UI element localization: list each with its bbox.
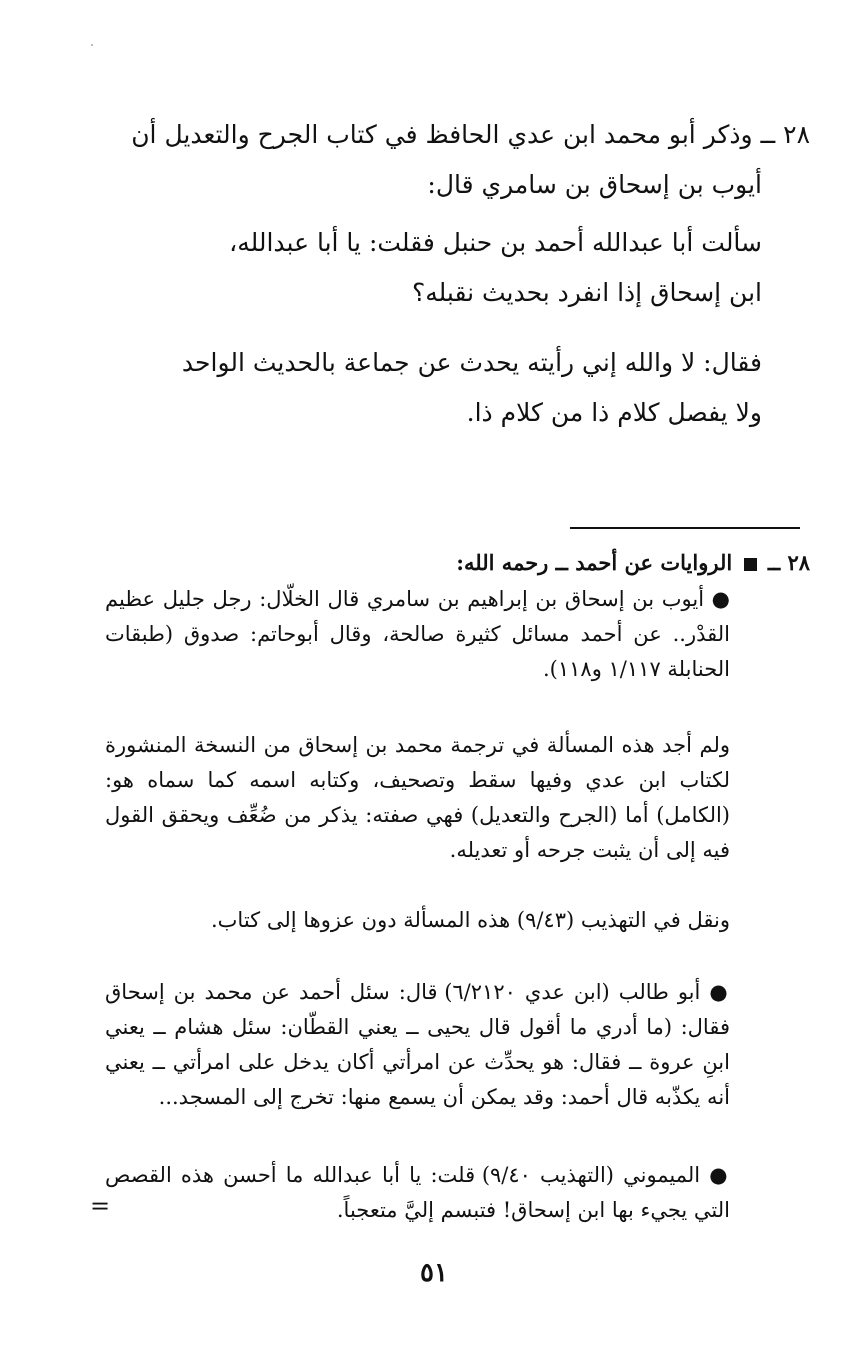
footnote-heading: [105, 545, 810, 580]
main-line: أيوب بن إسحاق بن سامري قال:: [427, 170, 762, 199]
main-line: فقال: لا والله إني رأيته يحدث عن جماعة بالحديث الواحد: [181, 348, 762, 377]
main-paragraph-1: [105, 110, 810, 210]
main-line: ابن إسحاق إذا انفرد بحديث نقبله؟: [411, 278, 762, 307]
square-bullet-icon: [744, 558, 757, 571]
main-line: ٢٨ ــ وذكر أبو محمد ابن عدي الحافظ في كتاب الجرح والتعديل أن: [131, 120, 810, 149]
footnote-entry-2: ولم أجد هذه المسألة في ترجمة محمد بن إسحاق من النسخة المنشورة لكتاب ابن عدي وفيها سقط وتصحيف، وكتابه اسمه كما سماه هو: (الكامل) أما (الجرح والتعديل) فهي صفته: يذكر من ضُعِّف ويحقق القول فيه إلى أن يثبت جرحه أو تعديله.: [105, 733, 730, 862]
main-paragraph-3: [105, 338, 810, 438]
footnote-entry-1: ● أيوب بن إسحاق بن إبراهيم بن سامري قال الخلّال: رجل جليل عظيم القدْر.. عن أحمد مسائل كثيرة صالحة، وقال أبوحاتم: صدوق (طبقات الحنابلة ١/١١٧ و١١٨).: [105, 587, 730, 681]
speck: [91, 44, 93, 46]
main-paragraph-2: [105, 218, 810, 318]
footnote-separator: [570, 527, 800, 529]
continuation-mark: =: [90, 1192, 111, 1220]
main-line: ولا يفصل كلام ذا من كلام ذا.: [466, 398, 762, 427]
footnote-number: ٢٨ ــ: [767, 550, 810, 575]
main-line: سألت أبا عبدالله أحمد بن حنبل فقلت: يا أبا عبدالله،: [229, 228, 762, 257]
footnote-entry-5: ● الميموني (التهذيب ٩/٤٠) قلت: يا أبا عبدالله ما أحسن هذه القصص التي يجيء بها ابن إسحاق! فتبسم إليَّ متعجباً.: [105, 1163, 731, 1222]
page-number: ٥١: [420, 1258, 448, 1288]
footnote-entry-3: ونقل في التهذيب (٩/٤٣) هذه المسألة دون عزوها إلى كتاب.: [210, 908, 730, 932]
footnote-entry-4: ● أبو طالب (ابن عدي ٦/٢١٢٠) قال: سئل أحمد عن محمد بن إسحاق فقال: (ما أدري ما أقول قال يحيى ــ يعني القطّان: سئل هشام ــ يعني ابنِ عروة ــ فقال: هو يحدِّث عن امرأتي أكان يدخل على امرأتي ــ يعني أنه يكذّبه قال أحمد: وقد يمكن أن يسمع منها: تخرج إلى المسجد...: [105, 980, 730, 1109]
footnote-title: الروايات عن أحمد ــ رحمه الله:: [456, 550, 733, 575]
